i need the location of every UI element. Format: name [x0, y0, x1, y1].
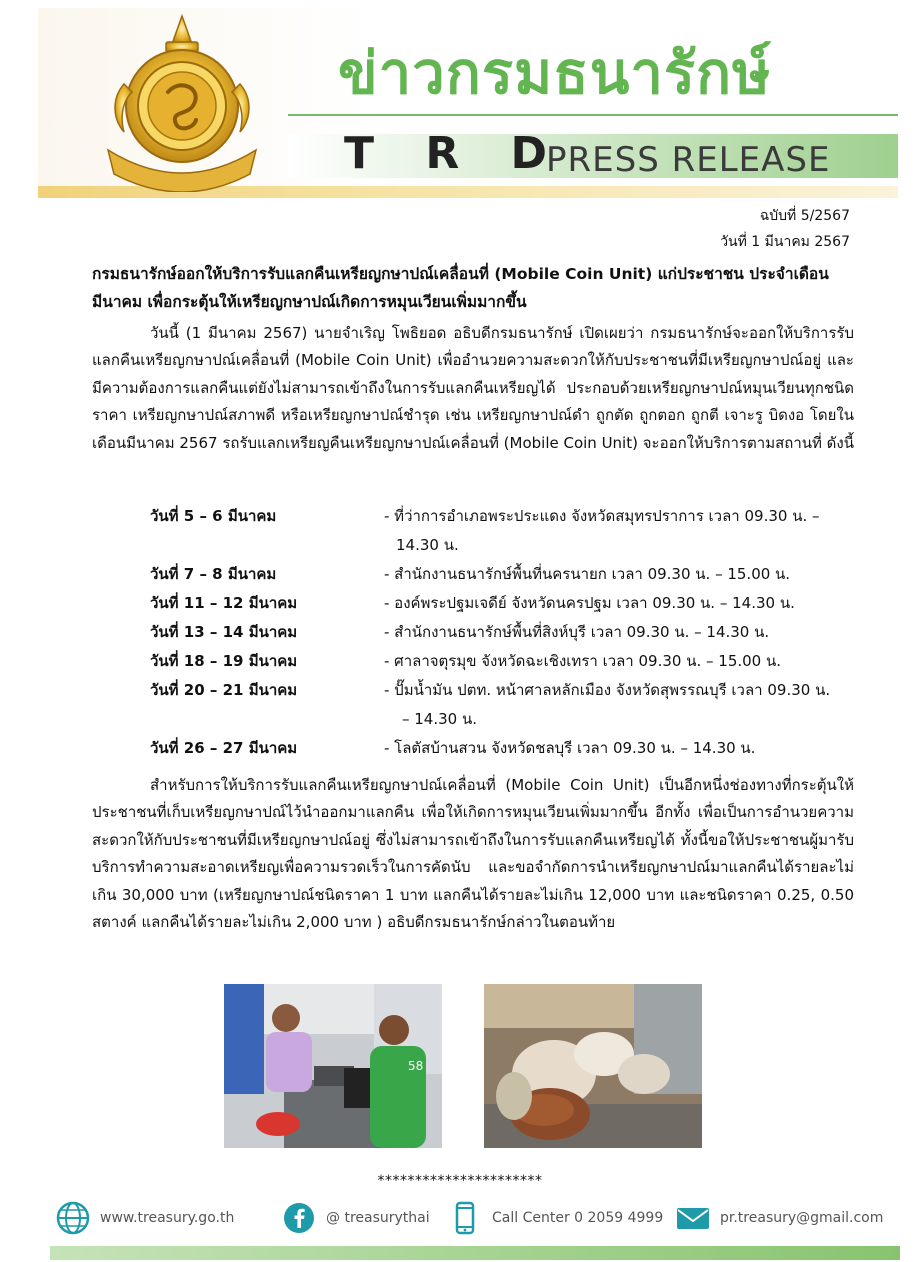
issue-date: วันที่ 1 มีนาคม 2567: [720, 234, 850, 250]
photo-coin-bags: [484, 984, 702, 1148]
schedule-location: - สำนักงานธนารักษ์พื้นที่สิงห์บุรี เวลา 09.30 น. – 14.30 น.: [384, 623, 770, 641]
schedule-location-text: - ปั๊มน้ำมัน ปตท. หน้าศาลหลักเมือง จังหวัดสุพรรณบุรี เวลา 09.30 น.: [384, 681, 831, 699]
schedule-row: [150, 560, 870, 589]
mail-icon: [676, 1201, 710, 1235]
issue-number: ฉบับที่ 5/2567: [759, 208, 850, 224]
svg-text:58: 58: [408, 1059, 424, 1073]
facebook-icon: [282, 1201, 316, 1235]
schedule-date: วันที่ 20 – 21 มีนาคม: [150, 681, 298, 699]
schedule-date: วันที่ 13 – 14 มีนาคม: [150, 623, 298, 641]
header-title-thai: ข่าวกรมธนารักษ์: [338, 39, 772, 107]
separator-stars: **********************: [377, 1173, 543, 1189]
schedule-location: - ศาลาจตุรมุข จังหวัดฉะเชิงเทรา เวลา 09.30 น. – 15.00 น.: [384, 652, 782, 670]
schedule-location-continued: – 14.30 น.: [402, 710, 477, 728]
footer-email[interactable]: [676, 1198, 883, 1238]
footer-call-center-text: Call Center 0 2059 4999: [492, 1210, 664, 1226]
globe-icon: [56, 1201, 90, 1235]
footer-call-center[interactable]: [448, 1198, 663, 1238]
schedule-location-text: - ที่ว่าการอำเภอพระประแดง จังหวัดสมุทรปราการ เวลา 09.30 น. –: [384, 507, 820, 525]
paragraph-closing: [92, 772, 854, 936]
issue-info: [720, 203, 850, 255]
schedule-row: [150, 589, 870, 618]
header-title-trd: T R D: [344, 128, 566, 179]
footer-email-text: pr.treasury@gmail.com: [720, 1210, 884, 1226]
schedule-location: - สำนักงานธนารักษ์พื้นที่นครนายก เวลา 09.30 น. – 15.00 น.: [384, 565, 791, 583]
schedule-date: วันที่ 11 – 12 มีนาคม: [150, 594, 298, 612]
paragraph-intro-text: วันนี้ (1 มีนาคม 2567) นายจำเริญ โพธิยอด อธิบดีกรมธนารักษ์ เปิดเผยว่า กรมธนารักษ์จะออกให้บริการรับแลกคืนเหรียญกษาปณ์เคลื่อนที่ (Mobile Coin Unit) เพื่ออำนวยความสะดวกให้กับประชาชนที่มีเหรียญกษาปณ์อยู่ และมีความต้องการแลกคืนแต่ยังไม่สามารถเข้าถึงในการรับแลกคืนเหรียญได้ ประกอบด้วยเหรียญกษาปณ์หมุนเวียนทุกชนิดราคา เหรียญกษาปณ์สภาพดี หรือเหรียญกษาปณ์ชำรุด เช่น เหรียญกษาปณ์ดำ ถูกตัด ถูกตอก ถูกตี เจาะรู บิดงอ โดยในเดือนมีนาคม 2567 รถรับแลกเหรียญคืนเหรียญกษาปณ์เคลื่อนที่ (Mobile Coin Unit) จะออกให้บริการตามสถานที่ ดังนี้: [92, 324, 854, 452]
footer-facebook[interactable]: [282, 1198, 430, 1238]
schedule-location: [384, 676, 854, 734]
schedule-date: วันที่ 5 – 6 มีนาคม: [150, 507, 277, 525]
header: [38, 8, 898, 198]
schedule-row: [150, 502, 870, 560]
schedule-location-continued: 14.30 น.: [396, 536, 459, 554]
schedule-date: วันที่ 26 – 27 มีนาคม: [150, 739, 298, 757]
schedule-row: [150, 734, 870, 763]
footer-website-text: www.treasury.go.th: [100, 1210, 235, 1226]
schedule-date: วันที่ 18 – 19 มีนาคม: [150, 652, 298, 670]
paragraph-intro: [92, 320, 854, 457]
headline: กรมธนารักษ์ออกให้บริการรับแลกคืนเหรียญกษาปณ์เคลื่อนที่ (Mobile Coin Unit) แก่ประชาชน ประจำเดือนมีนาคม เพื่อกระตุ้นให้เหรียญกษาปณ์เกิดการหมุนเวียนเพิ่มมากขึ้น: [92, 265, 829, 311]
phone-icon: [448, 1201, 482, 1235]
schedule-location: - โลตัสบ้านสวน จังหวัดชลบุรี เวลา 09.30 น. – 14.30 น.: [384, 739, 756, 757]
schedule-location: [384, 502, 854, 560]
footer-website[interactable]: [56, 1198, 234, 1238]
schedule-row: [150, 676, 870, 734]
photo-coin-exchange-staff: [224, 984, 442, 1148]
schedule-location: - องค์พระปฐมเจดีย์ จังหวัดนครปฐม เวลา 09.30 น. – 14.30 น.: [384, 594, 795, 612]
schedule-list: [150, 502, 870, 763]
footer-facebook-text: @ treasurythai: [326, 1210, 430, 1226]
footer-green-bar: [50, 1246, 900, 1260]
treasury-emblem-logo: [94, 14, 270, 192]
header-title-press-release: PRESS RELEASE: [546, 140, 831, 180]
footer-contacts: [50, 1198, 900, 1238]
schedule-date: วันที่ 7 – 8 มีนาคม: [150, 565, 277, 583]
schedule-row: [150, 618, 870, 647]
schedule-row: [150, 647, 870, 676]
paragraph-closing-text: สำหรับการให้บริการรับแลกคืนเหรียญกษาปณ์เคลื่อนที่ (Mobile Coin Unit) เป็นอีกหนึ่งช่องทางที่กระตุ้นให้ประชาชนที่เก็บเหรียญกษาปณ์ไว้นำออกมาแลกคืน เพื่อให้เกิดการหมุนเวียนเพิ่มมากขึ้น อีกทั้ง เพื่อเป็นการอำนวยความสะดวกให้กับประชาชนที่มีเหรียญกษาปณ์อยู่ ซึ่งไม่สามารถเข้าถึงในการรับแลกคืนเหรียญได้ ทั้งนี้ขอให้ประชาชนผู้มารับบริการทำความสะอาดเหรียญเพื่อความรวดเร็วในการคัดนับ และขอจำกัดการนำเหรียญกษาปณ์มาแลกคืนได้รายละไม่เกิน 30,000 บาท (เหรียญกษาปณ์ชนิดราคา 1 บาท แลกคืนได้รายละไม่เกิน 12,000 บาท และชนิดราคา 0.25, 0.50 สตางค์ แลกคืนได้รายละไม่เกิน 2,000 บาท ) อธิบดีกรมธนารักษ์กล่าวในตอนท้าย: [92, 776, 854, 932]
